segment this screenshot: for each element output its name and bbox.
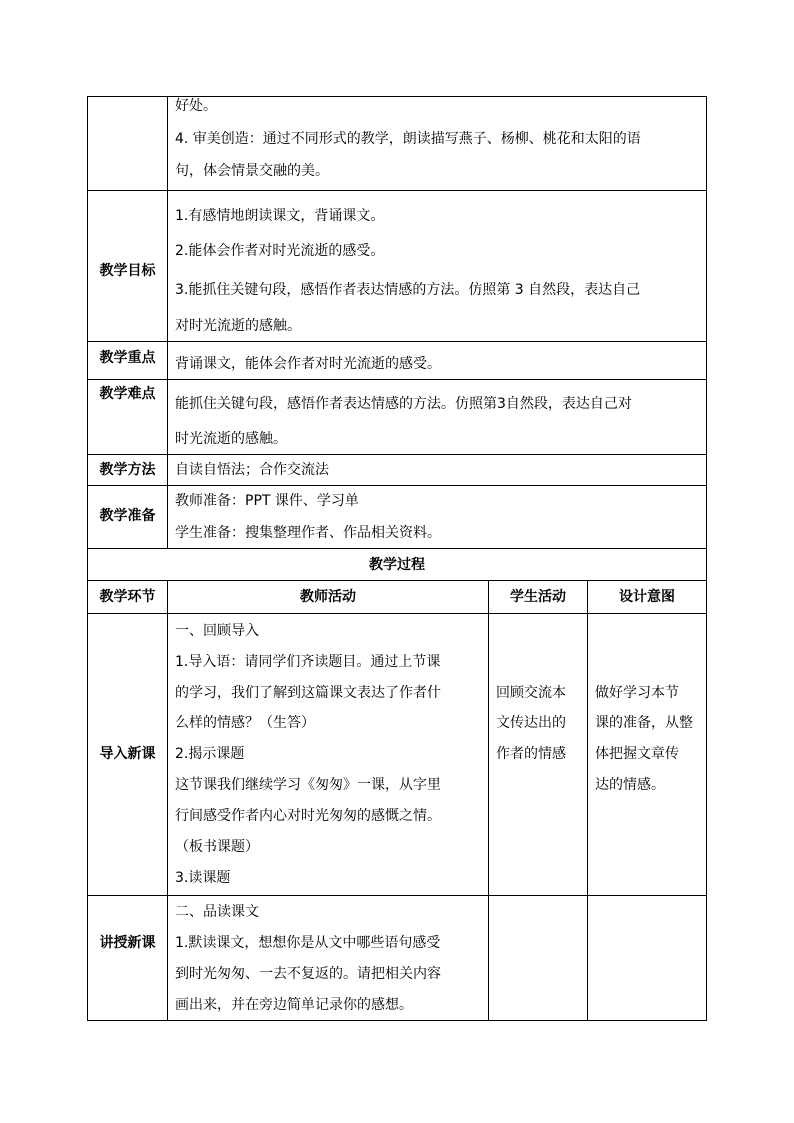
objective-line-2: 2.能体会作者对时光流逝的感受。 [175,243,385,259]
table-column-rule [587,580,588,1021]
objective-line-4: 对时光流逝的感触。 [175,318,301,334]
objectives-label: 教学目标 [99,263,156,279]
row-intro-teacher-line: （板书课题） [175,839,259,855]
table-rule [87,485,707,486]
table-rule [87,190,707,191]
header-intent: 设计意图 [619,589,675,605]
row-intro-student-line: 作者的情感 [496,746,566,762]
process-title: 教学过程 [369,557,425,573]
table-rule [87,895,707,896]
table-column-rule [167,580,168,1021]
top-line-2: 4. 审美创造：通过不同形式的教学，朗读描写燕子、杨柳、桃花和太阳的语 [175,131,641,147]
top-line-3: 句，体会情景交融的美。 [175,163,329,179]
methods-label: 教学方法 [99,462,156,478]
header-student: 学生活动 [510,589,566,605]
objective-line-3: 3.能抓住关键句段，感悟作者表达情感的方法。仿照第 3 自然段，表达自己 [175,282,641,298]
row-teach-teacher-line: 二、品读课文 [175,904,259,920]
key-points-text: 背诵课文，能体会作者对时光流逝的感受。 [175,356,441,372]
preparation-label: 教学准备 [99,508,156,524]
row-intro-teacher-line: 一、回顾导入 [175,623,259,639]
row-intro-intent-line: 课的准备，从整 [595,715,693,731]
top-line-1: 好处。 [175,98,217,114]
row-intro-student-line: 文传达出的 [496,715,566,731]
row-intro-teacher-line: 3.读课题 [175,870,231,886]
table-border-top [87,96,707,97]
row-intro-stage: 导入新课 [99,746,156,762]
preparation-line-2: 学生准备：搜集整理作者、作品相关资料。 [175,525,441,541]
row-intro-teacher-line: 这节课我们继续学习《匆匆》一课，从字里 [175,777,441,793]
table-rule [87,341,707,342]
key-points-label: 教学重点 [99,350,156,366]
difficulty-line-2: 时光流逝的感触。 [175,431,287,447]
header-teacher: 教师活动 [300,589,356,605]
row-intro-student-line: 回顾交流本 [496,685,566,701]
table-border-right [706,96,707,1021]
table-rule [87,454,707,455]
row-intro-teacher-line: 1.导入语：请同学们齐读题目。通过上节课 [175,654,441,670]
row-intro-teacher-line: 么样的情感？（生答） [175,715,315,731]
difficulty-line-1: 能抓住关键句段，感悟作者表达情感的方法。仿照第3自然段，表达自己对 [175,396,632,412]
table-border-bottom [87,1020,707,1021]
preparation-line-1: 教师准备：PPT 课件、学习单 [175,493,359,509]
row-intro-intent-line: 达的情感。 [595,777,665,793]
table-rule [87,580,707,581]
header-stage: 教学环节 [99,589,156,605]
row-intro-intent-line: 体把握文章传 [595,746,679,762]
table-rule [87,379,707,380]
row-intro-teacher-line: 行间感受作者内心对时光匆匆的感慨之情。 [175,808,441,824]
table-rule [87,548,707,549]
row-teach-teacher-line: 画出来，并在旁边简单记录你的感想。 [175,997,413,1013]
row-teach-teacher-line: 到时光匆匆、一去不复返的。请把相关内容 [175,966,441,982]
row-intro-teacher-line: 的学习，我们了解到这篇课文表达了作者什 [175,685,441,701]
table-rule [87,613,707,614]
difficulties-label: 教学难点 [99,386,156,402]
table-column-rule [167,96,168,549]
row-intro-intent-line: 做好学习本节 [595,685,679,701]
row-teach-stage: 讲授新课 [99,935,156,951]
row-intro-teacher-line: 2.揭示课题 [175,746,245,762]
methods-text: 自读自悟法；合作交流法 [175,462,329,478]
table-column-rule [488,580,489,1021]
row-teach-teacher-line: 1.默读课文，想想你是从文中哪些语句感受 [175,935,441,951]
objective-line-1: 1.有感情地朗读课文，背诵课文。 [175,208,385,224]
